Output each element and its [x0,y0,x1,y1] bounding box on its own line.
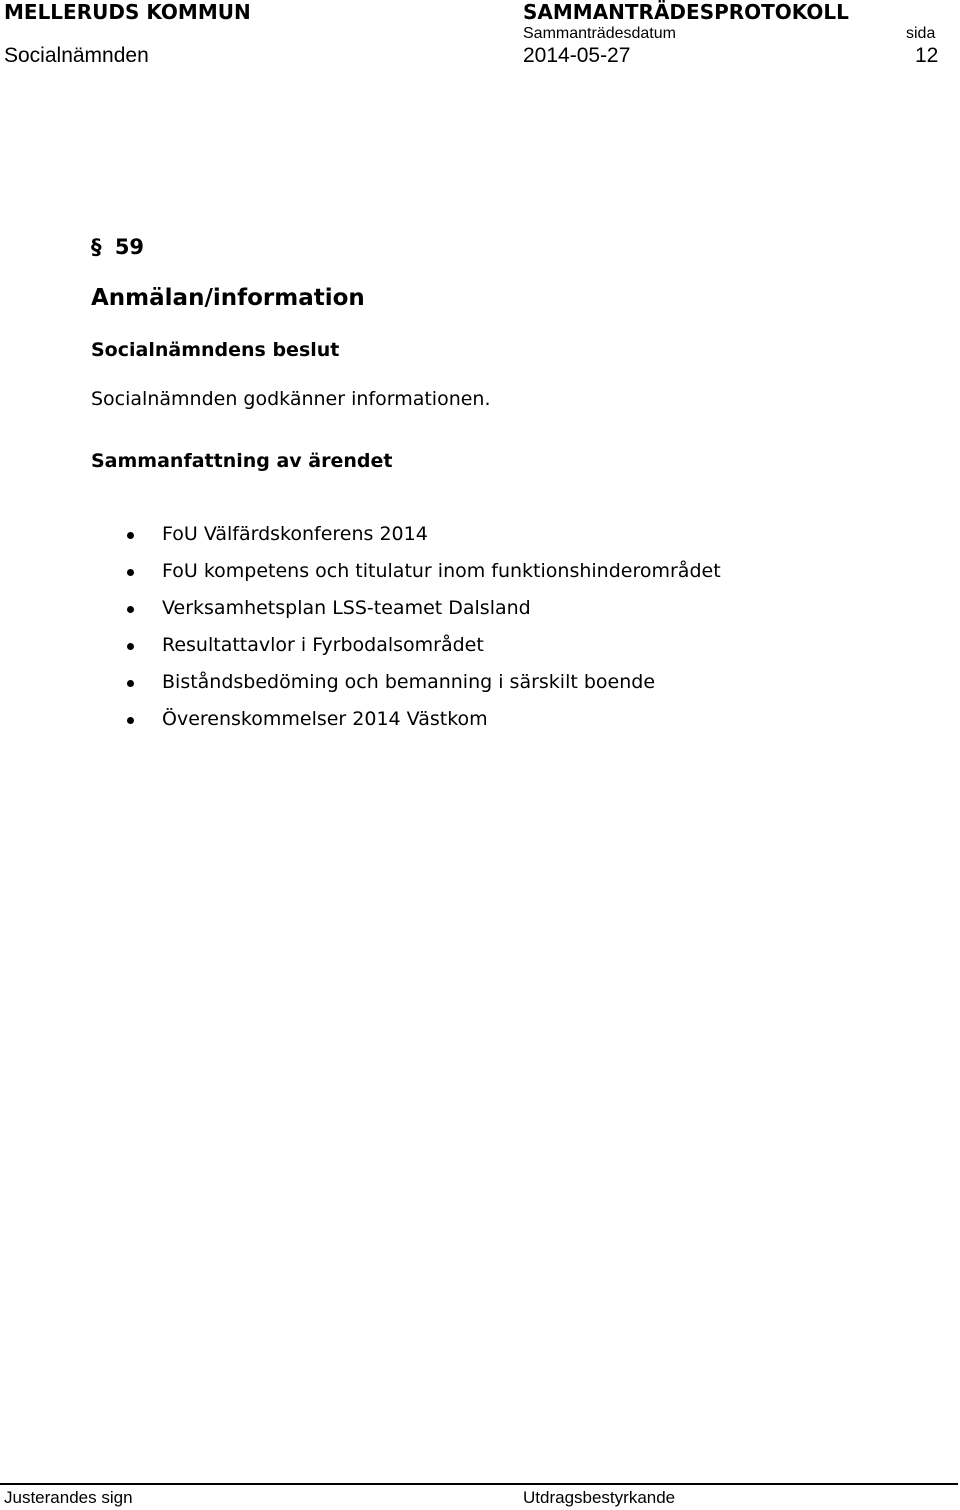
page-number: 12 [915,44,939,67]
summary-heading: Sammanfattning av ärendet [91,450,393,472]
page-label: sida [906,25,936,42]
footer-divider [0,1483,958,1485]
extract-certification-label: Utdragsbestyrkande [523,1488,676,1507]
list-item-text: Resultattavlor i Fyrbodalsområdet [162,634,484,656]
bullet-icon [127,643,134,650]
section-heading [91,234,144,260]
decision-heading: Socialnämndens beslut [91,339,340,361]
section-number: 59 [114,235,145,259]
paragraph-symbol: § [91,235,102,259]
bullet-icon [127,680,134,687]
decision-text: Socialnämnden godkänner informationen. [91,388,491,410]
meeting-date: 2014-05-27 [523,44,631,67]
bullet-icon [127,717,134,724]
list-item-text: FoU kompetens och titulatur inom funktionshinderområdet [162,560,721,582]
list-item-text: Biståndsbedöming och bemanning i särskilt boende [162,671,656,693]
bullet-icon [127,532,134,539]
list-item-text: FoU Välfärdskonferens 2014 [162,523,428,545]
document-type: SAMMANTRÄDESPROTOKOLL [523,0,849,24]
adjuster-sign-label: Justerandes sign [4,1488,133,1507]
bullet-icon [127,569,134,576]
committee-name: Socialnämnden [4,44,149,67]
date-label: Sammanträdesdatum [523,25,676,42]
list-item-text: Verksamhetsplan LSS-teamet Dalsland [162,597,531,619]
bullet-icon [127,606,134,613]
municipality-name: MELLERUDS KOMMUN [4,0,251,24]
list-item-text: Överenskommelser 2014 Västkom [162,708,488,730]
page-title: Anmälan/information [91,285,365,311]
